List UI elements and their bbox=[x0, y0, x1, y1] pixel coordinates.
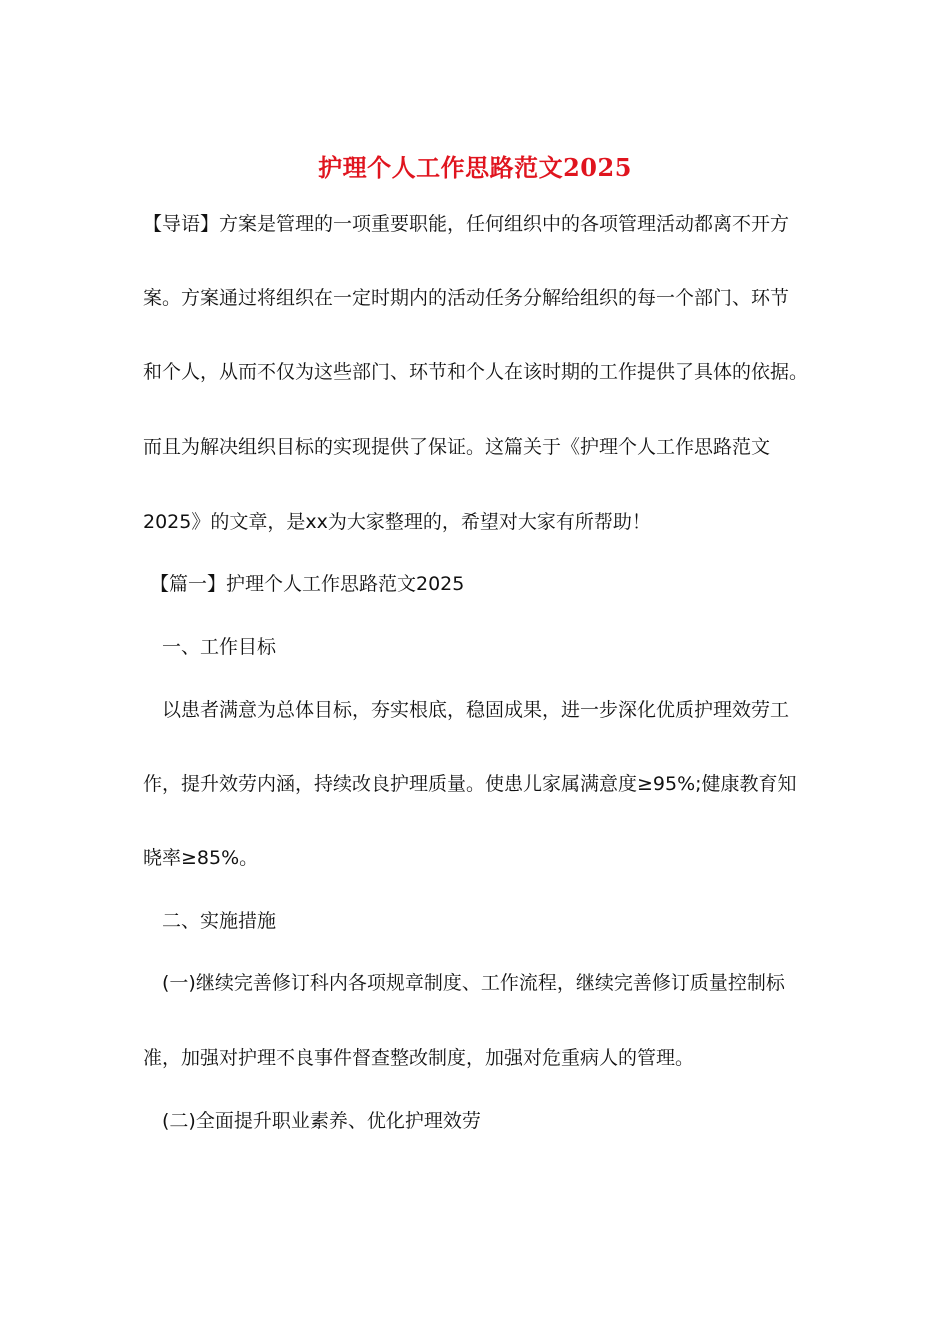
document-title: 护理个人工作思路范文2025 bbox=[318, 153, 632, 182]
measure-2-line-1: (二)全面提升职业素养、优化护理效劳 bbox=[162, 1110, 481, 1132]
intro-line-2: 案。方案通过将组织在一定时期内的活动任务分解给组织的每一个部门、环节 bbox=[143, 287, 790, 309]
section-heading: 【篇一】护理个人工作思路范文2025 bbox=[150, 573, 465, 595]
heading-measures: 二、实施措施 bbox=[162, 910, 277, 932]
goal-paragraph-line-2: 作，提升效劳内涵，持续改良护理质量。使患儿家属满意度≥95%;健康教育知 bbox=[143, 773, 797, 795]
intro-line-5: 2025》的文章，是xx为大家整理的，希望对大家有所帮助！ bbox=[143, 511, 651, 533]
goal-paragraph-line-1: 以患者满意为总体目标，夯实根底，稳固成果，进一步深化优质护理效劳工 bbox=[162, 699, 790, 721]
measure-1-line-1: (一)继续完善修订科内各项规章制度、工作流程，继续完善修订质量控制标 bbox=[162, 972, 785, 994]
intro-line-1: 【导语】方案是管理的一项重要职能，任何组织中的各项管理活动都离不开方 bbox=[143, 213, 790, 235]
intro-line-4: 而且为解决组织目标的实现提供了保证。这篇关于《护理个人工作思路范文 bbox=[143, 436, 771, 458]
measure-1-line-2: 准，加强对护理不良事件督查整改制度，加强对危重病人的管理。 bbox=[143, 1047, 695, 1069]
goal-paragraph-line-3: 晓率≥85%。 bbox=[143, 847, 259, 869]
intro-line-3: 和个人，从而不仅为这些部门、环节和个人在该时期的工作提供了具体的依据。 bbox=[143, 361, 809, 383]
heading-work-goal: 一、工作目标 bbox=[162, 636, 277, 658]
